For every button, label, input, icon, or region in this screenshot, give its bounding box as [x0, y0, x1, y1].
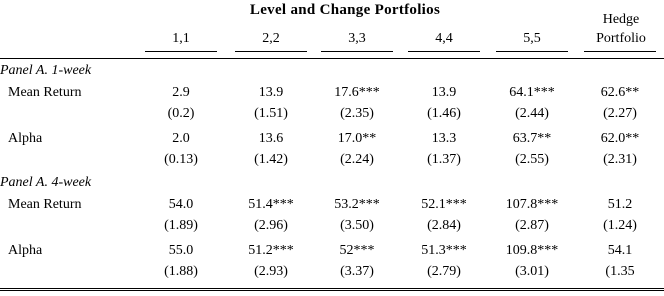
table-cell-tstat: (1.42): [254, 152, 288, 167]
table-cell-tstat: (1.89): [164, 218, 198, 233]
table-cell-tstat: (1.51): [254, 106, 288, 121]
table-cell-tstat: (2.44): [515, 106, 549, 121]
table-cell: 13.9: [258, 85, 284, 100]
table-cell-tstat: (2.27): [603, 106, 637, 121]
table-cell-tstat: (2.84): [427, 218, 461, 233]
table-cell: 62.0**: [600, 131, 640, 146]
column-header-1-1: 1,1: [145, 31, 217, 52]
column-header-3-3: 3,3: [321, 31, 393, 52]
table-cell-tstat: (2.87): [515, 218, 549, 233]
table-cell-tstat: (0.2): [167, 106, 195, 121]
table-cell: 55.0: [168, 243, 194, 258]
table-cell-tstat: (3.50): [340, 218, 374, 233]
hedge-header-line1: Hedge: [602, 12, 640, 27]
column-header-5-5: 5,5: [496, 31, 568, 52]
table-cell-tstat: (1.37): [427, 152, 461, 167]
table-cell: 51.3***: [421, 243, 467, 258]
table-cell-tstat: (1.24): [603, 218, 637, 233]
table-cell-tstat: (2.55): [515, 152, 549, 167]
table-cell: 54.0: [168, 197, 194, 212]
table-cell-tstat: (2.31): [603, 152, 637, 167]
table-cell-tstat: (1.88): [164, 264, 198, 279]
table-cell: 109.8***: [505, 243, 559, 258]
row-label-mean-return: Mean Return: [8, 197, 82, 212]
column-header-2-2: 2,2: [235, 31, 307, 52]
table-cell: 54.1: [607, 243, 633, 258]
table-cell: 13.6: [258, 131, 284, 146]
table-bottom-rule: [0, 288, 664, 294]
table-cell: 2.9: [172, 85, 190, 100]
table-cell: 62.6**: [600, 85, 640, 100]
table-cell-tstat: (3.37): [340, 264, 374, 279]
table-cell: 13.9: [431, 85, 457, 100]
table-cell: 2.0: [172, 131, 190, 146]
row-label-alpha: Alpha: [8, 243, 43, 258]
hedge-header-line2: Portfolio: [596, 31, 646, 46]
table-cell: 51.4***: [248, 197, 294, 212]
header-divider: [0, 58, 664, 59]
column-header-hedge-rule: [584, 31, 656, 52]
table-cell-tstat: (0.13): [164, 152, 198, 167]
table-cell-tstat: (1.46): [427, 106, 461, 121]
table-cell: 51.2: [607, 197, 633, 212]
table-cell-tstat: (3.01): [515, 264, 549, 279]
table-cell-tstat: (2.24): [340, 152, 374, 167]
table-cell: 64.1***: [509, 85, 555, 100]
table-cell-tstat: (2.93): [254, 264, 288, 279]
table-cell: 63.7**: [512, 131, 552, 146]
column-header-4-4: 4,4: [408, 31, 480, 52]
table-cell: 17.0**: [337, 131, 377, 146]
table-cell-tstat: (2.79): [427, 264, 461, 279]
table-cell-tstat: (2.35): [340, 106, 374, 121]
table-cell: 13.3: [431, 131, 457, 146]
table-cell-tstat: (2.96): [254, 218, 288, 233]
table-cell: 51.2***: [248, 243, 294, 258]
panel-title-4-week: Panel A. 4-week: [0, 175, 92, 190]
table-cell-tstat: (1.35: [605, 264, 635, 279]
panel-title-1-week: Panel A. 1-week: [0, 63, 92, 78]
table-cell: 107.8***: [505, 197, 559, 212]
group-title: Level and Change Portfolios: [249, 2, 441, 18]
row-label-mean-return: Mean Return: [8, 85, 82, 100]
table-cell: 52***: [339, 243, 375, 258]
table-cell: 53.2***: [334, 197, 380, 212]
table-cell: 52.1***: [421, 197, 467, 212]
table-cell: 17.6***: [334, 85, 380, 100]
row-label-alpha: Alpha: [8, 131, 43, 146]
